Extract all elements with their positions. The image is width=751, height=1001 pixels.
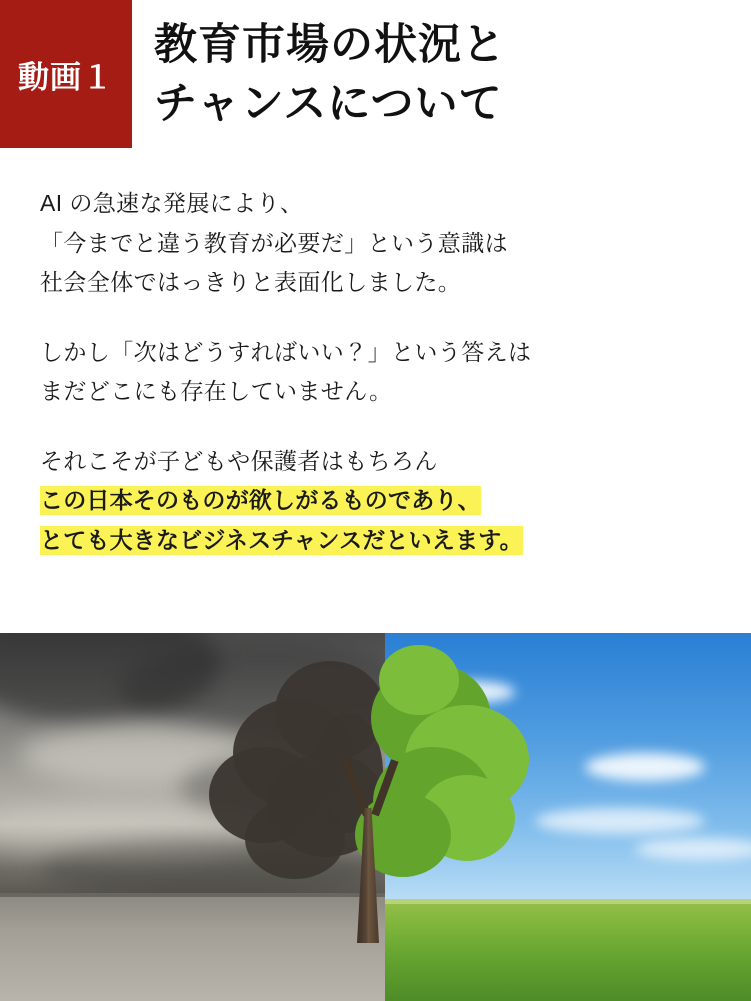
page-title <box>132 0 506 135</box>
split-landscape-photo <box>0 633 751 1001</box>
paragraph-2-line-1: しかし「次はどうすればいい？」という答えは <box>40 338 532 365</box>
page-header <box>0 0 751 148</box>
paragraph-1 <box>40 184 711 303</box>
paragraph-3-line-3 <box>40 521 711 561</box>
paragraph-2-line-2: まだどこにも存在していません。 <box>40 378 393 405</box>
page-title-line-2: チャンスについて <box>154 80 503 129</box>
photo-right-half-living-landscape <box>385 633 751 1001</box>
paragraph-3 <box>40 442 711 561</box>
barren-ground <box>0 893 385 1001</box>
paragraph-2 <box>40 333 711 412</box>
photo-left-half-dead-landscape <box>0 633 385 1001</box>
page-title-line-1: 教育市場の状況と <box>154 21 506 69</box>
paragraph-3-line-2 <box>40 481 711 521</box>
highlighted-text-1: この日本そのものが欲しがるものであり、 <box>40 487 481 514</box>
highlighted-text-2: とても大きなビジネスチャンスだといえます。 <box>40 526 523 553</box>
video-number-badge: 動画１ <box>0 0 132 148</box>
paragraph-1-line-3: 社会全体ではっきりと表面化しました。 <box>40 269 462 296</box>
paragraph-1-line-1: AI の急速な発展により、 <box>40 190 304 216</box>
green-field <box>385 899 751 1001</box>
paragraph-1-line-2: 「今までと違う教育が必要だ」という意識は <box>40 229 508 256</box>
body-copy <box>0 148 751 560</box>
paragraph-3-line-1: それこそが子どもや保護者はもちろん <box>40 447 438 474</box>
